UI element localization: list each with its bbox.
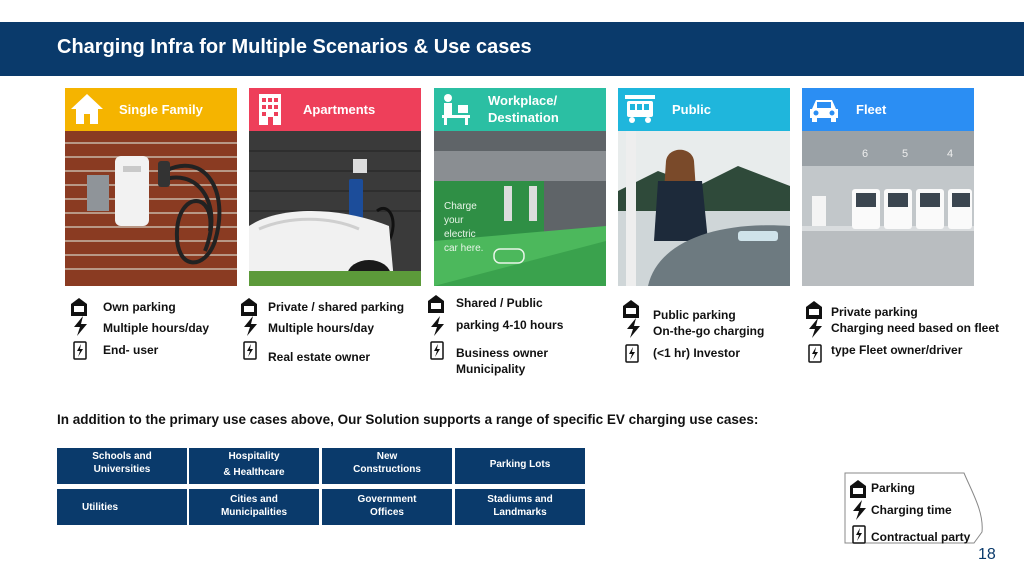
scenario-contract-party: End- user [103, 343, 159, 357]
legend-contractual-party: Contractual party [871, 530, 971, 544]
scenario-charging-time: On-the-go charging [653, 324, 765, 338]
scenario-parking: Shared / Public [456, 296, 543, 310]
contract-battery-icon [428, 340, 446, 360]
scenario-contract-party: Real estate owner [268, 350, 371, 364]
scenario-parking: Private / shared parking [268, 300, 405, 314]
page-number: 18 [978, 546, 996, 563]
scenario-label: Public [672, 102, 712, 117]
parking-garage-icon [849, 479, 867, 499]
lightning-icon [72, 316, 90, 336]
svg-text:Charge: Charge [444, 201, 477, 212]
scenario-parking: Private parking [831, 305, 918, 319]
contract-battery-icon [850, 524, 868, 544]
use-case-line1: New [376, 451, 398, 462]
use-case-cities [189, 489, 319, 525]
lightning-icon [851, 500, 869, 520]
scenario-label: Single Family [119, 102, 203, 117]
scenario-public [618, 88, 790, 286]
scenario-contract-party: Business owner [456, 346, 549, 360]
use-case-hospitality [189, 448, 319, 484]
lightning-icon [429, 316, 447, 336]
svg-text:6: 6 [862, 148, 869, 160]
use-case-line2: & Healthcare [223, 467, 285, 478]
bus-stop-icon [622, 91, 658, 127]
contract-battery-icon [241, 340, 259, 360]
use-case-line2: Universities [93, 464, 151, 475]
photo-home-charger [65, 131, 237, 286]
scenario-charging-time: Multiple hours/day [268, 321, 375, 335]
building-icon [253, 91, 289, 127]
contract-battery-icon [623, 343, 641, 363]
scenario-parking: Public parking [653, 308, 736, 322]
svg-text:your: your [444, 215, 464, 226]
use-case-utilities [57, 489, 187, 525]
use-case-line2: Municipalities [220, 507, 288, 518]
scenario-apartments [249, 88, 421, 286]
parking-garage-icon [240, 297, 258, 317]
svg-text:4: 4 [947, 148, 954, 160]
scenario-fleet [802, 88, 974, 286]
scenario-label [488, 92, 559, 126]
scenario-contract-party: type Fleet owner/driver [831, 343, 963, 357]
scenario-header [618, 88, 790, 131]
desk-worker-icon [438, 91, 474, 127]
photo-workplace-garage [434, 131, 606, 286]
car-icon [806, 91, 842, 127]
svg-text:car here.: car here. [444, 243, 484, 254]
legend-parking: Parking [871, 481, 916, 495]
additional-use-cases-note: In addition to the primary use cases above, Our Solution supports a range of specific EV charging use cases: [57, 412, 759, 427]
contract-battery-icon [71, 340, 89, 360]
lightning-icon [625, 318, 643, 338]
page-title: Charging Infra for Multiple Scenarios & Use cases [57, 36, 532, 58]
scenario-header [802, 88, 974, 131]
use-case-line1: Parking Lots [489, 459, 551, 470]
use-case-line1: Government [357, 494, 417, 505]
contract-battery-icon [806, 343, 824, 363]
use-case-line2: Landmarks [493, 507, 547, 518]
use-case-stadiums [455, 489, 585, 525]
use-case-government [322, 489, 452, 525]
title-bar [0, 22, 1024, 76]
use-case-new-constructions [322, 448, 452, 484]
house-icon [69, 91, 105, 127]
legend-charging-time: Charging time [871, 503, 952, 517]
scenario-label: Apartments [303, 102, 376, 117]
scenario-label-line2: Destination [488, 110, 559, 125]
photo-apartment-charger [249, 131, 421, 286]
use-case-line1: Hospitality [228, 451, 280, 462]
svg-text:electric: electric [444, 229, 476, 240]
scenario-charging-time: Multiple hours/day [103, 321, 210, 335]
use-case-line1: Stadiums and [487, 494, 553, 505]
parking-garage-icon [805, 300, 823, 320]
use-case-parking-lots [455, 448, 585, 484]
use-case-line1: Utilities [82, 502, 119, 513]
lightning-icon [807, 318, 825, 338]
scenario-header [249, 88, 421, 131]
scenario-label: Fleet [856, 102, 887, 117]
parking-garage-icon [622, 299, 640, 319]
svg-text:5: 5 [902, 148, 909, 160]
use-case-line2: Offices [370, 507, 404, 518]
scenario-parking: Own parking [103, 300, 176, 314]
scenario-contract-party-2: Municipality [456, 362, 526, 376]
use-case-line1: Cities and [230, 494, 278, 505]
photo-fleet-depot [802, 131, 974, 286]
scenario-contract-party: (<1 hr) Investor [653, 346, 741, 360]
scenario-header [434, 88, 606, 131]
use-case-line2: Constructions [353, 464, 421, 475]
use-case-line1: Schools and [92, 451, 152, 462]
scenario-label-line1: Workplace/ [488, 93, 558, 108]
use-case-schools [57, 448, 187, 484]
parking-garage-icon [70, 297, 88, 317]
scenario-charging-time: Charging need based on fleet [831, 321, 1000, 335]
photo-public-charging [618, 131, 790, 286]
scenario-single-family [65, 88, 237, 286]
parking-garage-icon [427, 294, 445, 314]
scenario-workplace [434, 88, 606, 286]
scenario-charging-time: parking 4-10 hours [456, 318, 564, 332]
lightning-icon [242, 316, 260, 336]
scenario-header [65, 88, 237, 131]
